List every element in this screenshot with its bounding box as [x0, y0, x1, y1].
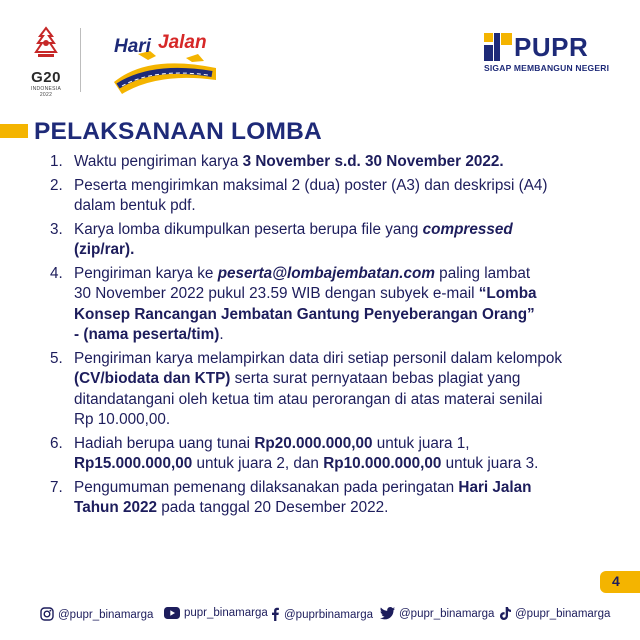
prize-amount: Rp15.000.000,00: [74, 455, 193, 472]
pupr-wordmark: PUPR: [514, 32, 589, 62]
instagram-icon: [40, 607, 54, 621]
facebook-icon: [270, 607, 280, 621]
g20-logo: [26, 26, 66, 98]
title-accent-bar: [0, 124, 28, 138]
social-facebook[interactable]: [270, 607, 373, 621]
twitter-icon: [380, 607, 395, 620]
pupr-emblem-icon: [484, 33, 512, 61]
item-text: Rp 10.000,00.: [74, 411, 171, 428]
item-text: untuk juara 3.: [441, 455, 539, 472]
social-instagram[interactable]: [40, 607, 153, 621]
g20-emblem-icon: [26, 26, 66, 62]
item-text: 30 November 2022 pukul 23.59 WIB dengan subyek e-mail: [74, 285, 479, 302]
social-twitter[interactable]: [380, 607, 494, 620]
item-number: 4.: [50, 264, 63, 282]
item-bold-text: (CV/biodata dan KTP): [74, 370, 231, 387]
item-number: 1.: [50, 153, 63, 170]
item-number: 2.: [50, 176, 63, 194]
hari-jalan-word2: Jalan: [158, 32, 207, 53]
item-text: Pengumuman pemenang dilaksanakan pada peringatan: [74, 478, 459, 496]
item-text: ditandatangani oleh ketua tim atau perorangan di atas materai senilai: [74, 390, 543, 408]
header: [0, 0, 640, 110]
item-number: 7.: [50, 478, 63, 496]
social-youtube[interactable]: [164, 607, 268, 619]
g20-label: G20: [31, 69, 61, 86]
g20-country: INDONESIA: [30, 86, 62, 92]
prize-amount: Rp10.000.000,00: [323, 455, 442, 472]
social-handle: @pupr_binamarga: [58, 609, 154, 621]
tiktok-icon: [500, 607, 511, 620]
social-handle: pupr_binamarga: [184, 607, 268, 619]
pupr-tagline: SIGAP MEMBANGUN NEGERI: [484, 63, 610, 73]
item-text: dalam bentuk pdf.: [74, 197, 196, 214]
item-text: untuk juara 2, dan: [192, 455, 324, 472]
item-text: Pengiriman karya melampirkan data diri setiap personil dalam kelompok: [74, 349, 563, 367]
item-bold-text: 3 November s.d. 30 November 2022.: [242, 153, 504, 170]
item-emphasis-text: compressed: [422, 220, 513, 238]
rules-list: [34, 152, 630, 522]
item-bold-text: - (nama peserta/tim): [74, 326, 220, 343]
social-handle: @puprbinamarga: [284, 609, 374, 621]
pupr-logo: [484, 32, 614, 74]
header-divider: [80, 28, 81, 92]
item-number: 6.: [50, 434, 63, 452]
item-bold-text: (zip/rar).: [74, 241, 135, 258]
item-text: untuk juara 1,: [372, 434, 470, 452]
list-item: [34, 434, 630, 475]
social-tiktok[interactable]: [500, 607, 610, 620]
social-handle: @pupr_binamarga: [399, 608, 495, 620]
item-bold-text: Konsep Rancangan Jembatan Gantung Penyeberangan Orang”: [74, 305, 535, 323]
page-number-badge: [600, 571, 640, 593]
page-title: PELAKSANAAN LOMBA: [34, 118, 322, 145]
item-bold-text: “Lomba: [478, 285, 537, 302]
list-item: [34, 176, 630, 217]
list-item: [34, 349, 630, 431]
page-number: 4: [612, 573, 620, 589]
g20-year: 2022: [39, 92, 53, 98]
email-address: peserta@lombajembatan.com: [217, 264, 435, 282]
list-item: [34, 220, 630, 261]
item-text: pada tanggal 20 Desember 2022.: [157, 499, 389, 516]
list-item: [34, 478, 630, 519]
youtube-icon: [164, 607, 180, 619]
item-bold-text: Tahun 2022: [74, 499, 158, 516]
social-handle: @pupr_binamarga: [515, 608, 611, 620]
item-text: serta surat pernyataan bebas plagiat yang: [230, 370, 521, 387]
list-item: [34, 264, 630, 346]
item-text: .: [219, 326, 224, 343]
item-text: Hadiah berupa uang tunai: [74, 434, 255, 452]
item-number: 3.: [50, 220, 63, 238]
hari-jalan-word1: Hari: [114, 36, 151, 57]
item-text: paling lambat: [434, 264, 531, 282]
list-item: [34, 152, 630, 173]
social-footer: [0, 604, 640, 624]
item-text: Karya lomba dikumpulkan peserta berupa file yang: [74, 220, 423, 238]
item-bold-text: Hari Jalan: [458, 478, 532, 496]
prize-amount: Rp20.000.000,00: [254, 434, 373, 452]
item-text: Pengiriman karya ke: [74, 264, 218, 282]
hari-jalan-logo: [108, 24, 218, 96]
item-number: 5.: [50, 349, 63, 367]
item-text: Waktu pengiriman karya: [74, 153, 243, 170]
item-text: Peserta mengirimkan maksimal 2 (dua) poster (A3) dan deskripsi (A4): [74, 176, 548, 194]
